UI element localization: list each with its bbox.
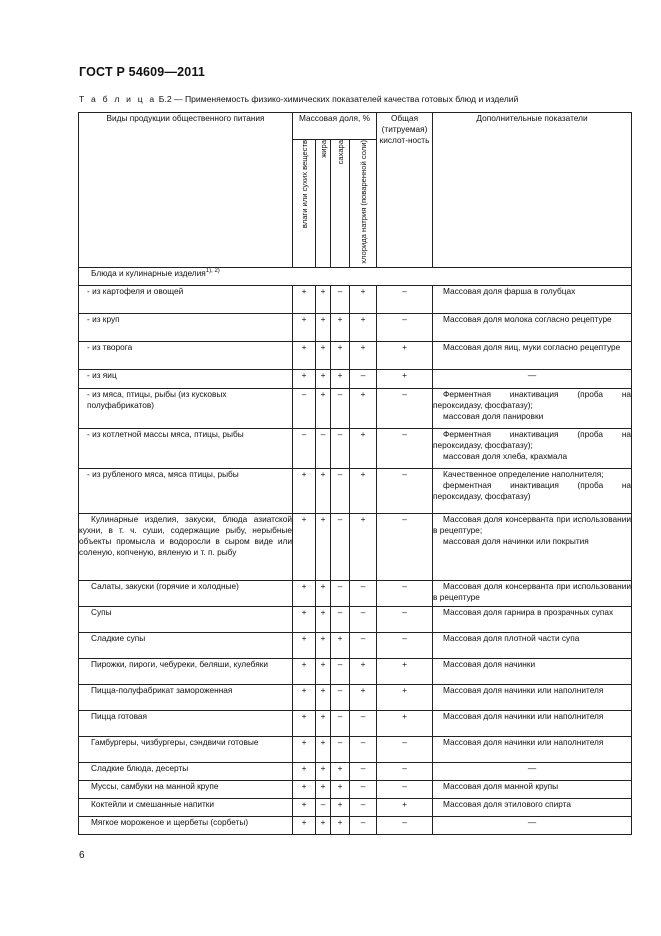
cell-salt: +	[350, 428, 377, 468]
cell-fat: +	[316, 313, 331, 341]
col-header-moisture: влаги или сухих веществ	[299, 140, 309, 229]
row-product-name-text: Пицца-полуфабрикат замороженная	[91, 684, 233, 695]
cell-sugar: –	[331, 580, 350, 606]
cell-acid: –	[377, 513, 433, 580]
col-header-sugar: сахара	[335, 140, 345, 165]
cell-acid: –	[377, 388, 433, 428]
cell-fat: +	[316, 736, 331, 762]
cell-moisture: +	[293, 580, 316, 606]
additional-line: Массовая доля яиц, муки согласно рецептуре	[443, 341, 621, 352]
row-product-name-text: Супы	[91, 606, 112, 617]
additional-line: Массовая доля начинки	[443, 658, 536, 669]
cell-moisture: +	[293, 285, 316, 313]
additional-line: Массовая доля манной крупы	[443, 780, 559, 791]
additional-line: Массовая доля фарша в голубцах	[443, 285, 576, 296]
page-number: 6	[79, 850, 85, 861]
cell-sugar: –	[331, 684, 350, 710]
row-product-name	[79, 780, 293, 798]
cell-fat: +	[316, 341, 331, 369]
row-product-name-text: Мягкое мороженое и щербеты (сорбеты)	[91, 816, 249, 827]
cell-acid: –	[377, 313, 433, 341]
cell-fat: +	[316, 606, 331, 632]
cell-acid: –	[377, 632, 433, 658]
cell-moisture: +	[293, 468, 316, 513]
row-product-name	[79, 762, 293, 780]
cell-fat: +	[316, 816, 331, 834]
additional-line: —	[527, 369, 537, 380]
cell-acid: +	[377, 658, 433, 684]
cell-additional	[433, 428, 632, 468]
cell-sugar: +	[331, 816, 350, 834]
row-product-name	[79, 388, 293, 428]
row-product-name	[79, 736, 293, 762]
cell-fat: +	[316, 780, 331, 798]
cell-acid: –	[377, 816, 433, 834]
cell-acid: –	[377, 580, 433, 606]
cell-additional	[433, 341, 632, 369]
row-product-name	[79, 580, 293, 606]
cell-moisture: +	[293, 798, 316, 816]
additional-line: Массовая доля молока согласно рецептуре	[443, 313, 612, 324]
cell-additional	[433, 798, 632, 816]
additional-line: Качественное определение наполнителя;	[443, 468, 604, 479]
cell-additional	[433, 313, 632, 341]
row-product-name	[79, 798, 293, 816]
cell-acid: +	[377, 684, 433, 710]
row-product-name-text: - из мяса, птицы, рыбы (из кусковых полуфабрикатов)	[87, 388, 227, 410]
cell-salt: –	[350, 736, 377, 762]
cell-additional	[433, 710, 632, 736]
row-product-name-text: Сладкие блюда, десерты	[91, 762, 189, 773]
row-product-name-text: - из рубленого мяса, мяса птицы, рыбы	[87, 468, 239, 479]
cell-additional	[433, 369, 632, 388]
row-product-name	[79, 658, 293, 684]
table-row	[79, 341, 632, 369]
table-caption	[79, 94, 518, 104]
cell-additional	[433, 606, 632, 632]
table-row	[79, 658, 632, 684]
cell-sugar: –	[331, 468, 350, 513]
cell-sugar: +	[331, 313, 350, 341]
row-product-name-text: Коктейли и смешанные напитки	[91, 798, 215, 809]
cell-salt: +	[350, 341, 377, 369]
additional-line: Массовая доля начинки или наполнителя	[443, 684, 604, 695]
additional-line: Массовая доля начинки или наполнителя	[443, 710, 604, 721]
cell-moisture: +	[293, 684, 316, 710]
additional-line: Массовая доля плотной части супа	[443, 632, 580, 643]
row-product-name	[79, 513, 293, 580]
cell-moisture: +	[293, 658, 316, 684]
col-header-fat: жира	[318, 140, 328, 158]
cell-additional	[433, 632, 632, 658]
row-product-name	[79, 632, 293, 658]
row-product-name	[79, 468, 293, 513]
cell-moisture: +	[293, 780, 316, 798]
group-footnote: 1), 2)	[205, 267, 220, 274]
cell-acid: +	[377, 369, 433, 388]
cell-acid: –	[377, 468, 433, 513]
document-header: ГОСТ Р 54609—2011	[79, 65, 206, 79]
cell-acid: –	[377, 780, 433, 798]
row-product-name-text: Пицца готовая	[91, 710, 148, 721]
cell-sugar: –	[331, 658, 350, 684]
cell-moisture: +	[293, 816, 316, 834]
cell-moisture: +	[293, 762, 316, 780]
table-row	[79, 736, 632, 762]
table-row	[79, 632, 632, 658]
cell-additional	[433, 658, 632, 684]
cell-salt: +	[350, 513, 377, 580]
row-product-name-text: Салаты, закуски (горячие и холодные)	[91, 580, 239, 591]
cell-acid: +	[377, 710, 433, 736]
cell-acid: –	[377, 606, 433, 632]
cell-acid: –	[377, 762, 433, 780]
applicability-table	[78, 112, 632, 835]
additional-line: —	[527, 816, 537, 827]
row-product-name	[79, 606, 293, 632]
table-row	[79, 606, 632, 632]
cell-additional	[433, 780, 632, 798]
cell-additional	[433, 513, 632, 580]
row-product-name	[79, 313, 293, 341]
row-product-name	[79, 816, 293, 834]
cell-sugar: –	[331, 388, 350, 428]
cell-fat: –	[316, 428, 331, 468]
cell-sugar: +	[331, 341, 350, 369]
row-product-name	[79, 428, 293, 468]
additional-line: Массовая доля консерванта при использовании в рецептуре;	[433, 513, 632, 535]
cell-sugar: +	[331, 632, 350, 658]
cell-additional	[433, 816, 632, 834]
cell-sugar: –	[331, 606, 350, 632]
cell-sugar: –	[331, 736, 350, 762]
table-row	[79, 313, 632, 341]
cell-salt: –	[350, 580, 377, 606]
cell-fat: +	[316, 762, 331, 780]
table-row	[79, 816, 632, 834]
cell-moisture: +	[293, 369, 316, 388]
cell-acid: +	[377, 798, 433, 816]
caption-prefix: Т а б л и ц а	[79, 94, 157, 104]
table-row	[79, 780, 632, 798]
table-row	[79, 513, 632, 580]
cell-additional	[433, 684, 632, 710]
cell-salt: –	[350, 369, 377, 388]
table-row	[79, 369, 632, 388]
additional-line: массовая доля хлеба, крахмала	[443, 450, 568, 461]
cell-additional	[433, 468, 632, 513]
caption-text: Б.2 — Применяемость физико-химических показателей качества готовых блюд и изделий	[156, 94, 519, 104]
additional-line: Массовая доля консерванта при использовании в рецептуре	[433, 580, 632, 602]
cell-additional	[433, 736, 632, 762]
col-header-kinds: Виды продукции общественного питания	[79, 113, 293, 268]
row-product-name-text: - из круп	[87, 313, 120, 324]
additional-line: массовая доля начинки или покрытия	[443, 535, 589, 546]
cell-salt: –	[350, 798, 377, 816]
table-row	[79, 762, 632, 780]
cell-additional	[433, 762, 632, 780]
cell-salt: +	[350, 684, 377, 710]
table-row	[79, 468, 632, 513]
row-product-name-text: - из картофеля и овощей	[87, 285, 184, 296]
cell-salt: –	[350, 816, 377, 834]
row-product-name-text: - из яиц	[87, 369, 117, 380]
cell-salt: +	[350, 658, 377, 684]
row-product-name	[79, 369, 293, 388]
cell-sugar: +	[331, 762, 350, 780]
row-product-name	[79, 341, 293, 369]
cell-fat: +	[316, 632, 331, 658]
cell-fat: –	[316, 798, 331, 816]
row-product-name	[79, 285, 293, 313]
table-row	[79, 684, 632, 710]
cell-salt: –	[350, 632, 377, 658]
cell-fat: +	[316, 684, 331, 710]
group-label: Блюда и кулинарные изделия	[91, 267, 206, 278]
cell-fat: +	[316, 658, 331, 684]
cell-sugar: +	[331, 798, 350, 816]
cell-additional	[433, 388, 632, 428]
col-header-acidity: Общая (титруемая) кислот-ность	[377, 113, 433, 268]
row-product-name-text: Муссы, самбуки на манной крупе	[91, 780, 219, 791]
row-product-name	[79, 684, 293, 710]
cell-fat: +	[316, 710, 331, 736]
col-header-additional: Дополнительные показатели	[433, 113, 632, 268]
cell-salt: –	[350, 606, 377, 632]
cell-moisture: +	[293, 736, 316, 762]
additional-line: Ферментная инактивация (проба на пероксидазу, фосфатазу);	[433, 388, 632, 410]
additional-line: ферментная инактивация (проба на пероксидазу, фосфатазу)	[433, 479, 632, 501]
table-row	[79, 580, 632, 606]
additional-line: массовая доля панировки	[443, 410, 544, 421]
additional-line: Массовая доля гарнира в прозрачных супах	[443, 606, 614, 617]
cell-moisture: +	[293, 513, 316, 580]
row-product-name	[79, 710, 293, 736]
cell-fat: +	[316, 580, 331, 606]
cell-fat: +	[316, 388, 331, 428]
cell-moisture: +	[293, 632, 316, 658]
cell-salt: +	[350, 313, 377, 341]
row-product-name-text: Пирожки, пироги, чебуреки, беляши, кулебяки	[91, 658, 268, 669]
table-row	[79, 798, 632, 816]
additional-line: Массовая доля начинки или наполнителя	[443, 736, 604, 747]
cell-sugar: +	[331, 780, 350, 798]
table-row	[79, 710, 632, 736]
additional-line: Ферментная инактивация (проба на пероксидазу, фосфатазу);	[433, 428, 632, 450]
cell-salt: –	[350, 762, 377, 780]
cell-acid: –	[377, 428, 433, 468]
additional-line: Массовая доля этилового спирта	[443, 798, 572, 809]
row-product-name-text: - из творога	[87, 341, 133, 352]
cell-moisture: –	[293, 388, 316, 428]
row-product-name-text: Гамбургеры, чизбургеры, сэндвичи готовые	[91, 736, 259, 747]
cell-moisture: –	[293, 428, 316, 468]
cell-acid: –	[377, 736, 433, 762]
cell-additional	[433, 580, 632, 606]
col-header-mass-share: Массовая доля, %	[293, 113, 377, 140]
cell-additional	[433, 285, 632, 313]
table-row	[79, 388, 632, 428]
cell-moisture: +	[293, 606, 316, 632]
cell-sugar: –	[331, 428, 350, 468]
cell-moisture: +	[293, 313, 316, 341]
row-product-name-text: - из котлетной массы мяса, птицы, рыбы	[87, 428, 244, 439]
row-product-name-text: Сладкие супы	[91, 632, 146, 643]
cell-salt: –	[350, 710, 377, 736]
cell-salt: –	[350, 780, 377, 798]
row-product-name-text: Кулинарные изделия, закуски, блюда азиатской кухни, в т. ч. суши, содержащие рыбу, нерыбные объекты промысла и водоросли в сыром виде или соленую, копченую, вяленую и т. п. рыбу	[79, 513, 292, 557]
cell-acid: –	[377, 285, 433, 313]
cell-fat: +	[316, 285, 331, 313]
cell-sugar: –	[331, 285, 350, 313]
table-row	[79, 285, 632, 313]
cell-moisture: +	[293, 341, 316, 369]
table-row	[79, 428, 632, 468]
cell-fat: +	[316, 369, 331, 388]
cell-salt: +	[350, 468, 377, 513]
additional-line: —	[527, 762, 537, 773]
group-row	[79, 267, 632, 285]
col-header-salt: хлорида натрия (поваренной соли)	[358, 140, 368, 264]
cell-salt: +	[350, 388, 377, 428]
cell-fat: +	[316, 513, 331, 580]
cell-fat: +	[316, 468, 331, 513]
cell-acid: +	[377, 341, 433, 369]
cell-sugar: –	[331, 710, 350, 736]
cell-salt: +	[350, 285, 377, 313]
cell-moisture: +	[293, 710, 316, 736]
cell-sugar: +	[331, 369, 350, 388]
cell-sugar: –	[331, 513, 350, 580]
